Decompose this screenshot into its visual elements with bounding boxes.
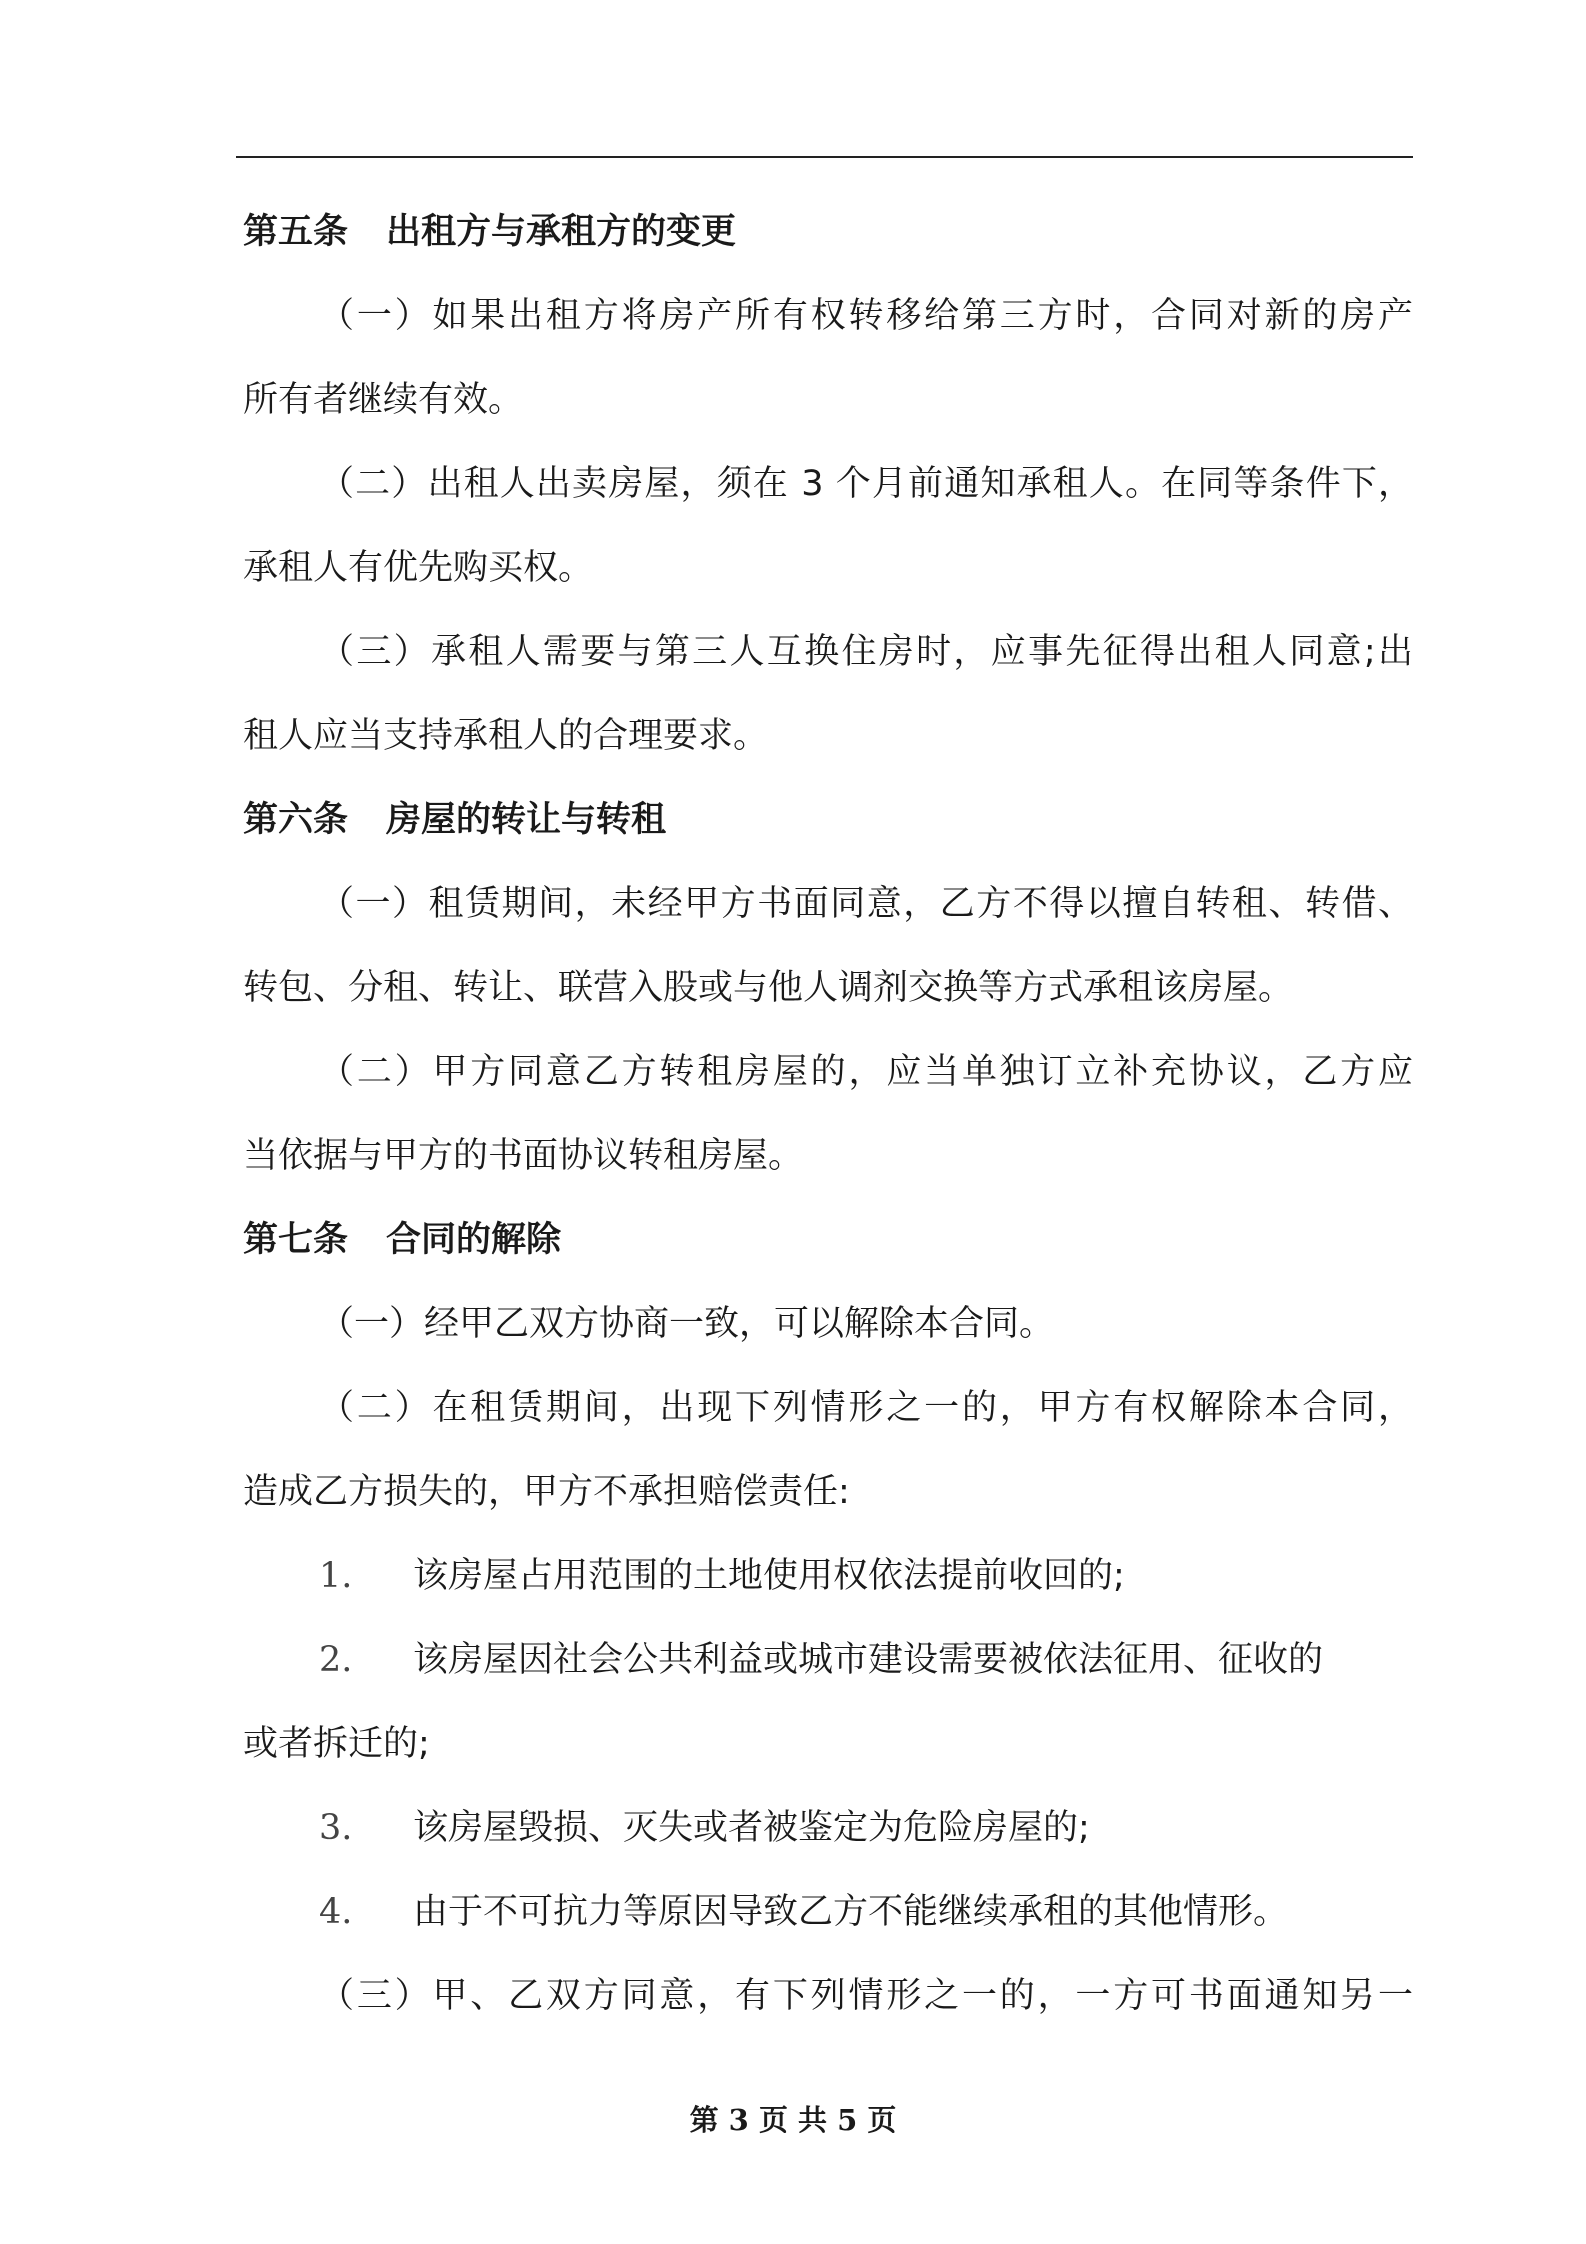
list-item-2 (243, 1618, 1413, 1702)
list-item-2-continued: 或者拆迁的; (243, 1724, 430, 1764)
article-5-clause-2-line-1: （二）出租人出卖房屋，须在 3 个月前通知承租人。在同等条件下， (319, 464, 1413, 504)
article-7-clause-2-line-1: （二）在租赁期间，出现下列情形之一的，甲方有权解除本合同， (319, 1388, 1413, 1428)
list-item-3-number: 3. (319, 1808, 353, 1848)
list-item-3-text: 该房屋毁损、灭失或者被鉴定为危险房屋的; (413, 1808, 1090, 1848)
list-item-1-text: 该房屋占用范围的土地使用权依法提前收回的; (413, 1556, 1125, 1596)
document-body (243, 190, 1413, 2038)
article-5-title: 出租方与承租方的变更 (386, 212, 737, 252)
article-7-number: 第七条 (243, 1220, 349, 1260)
article-7-clause-3-line-1: （三）甲、乙双方同意，有下列情形之一的，一方可书面通知另一 (319, 1976, 1413, 2016)
article-6-clause-2-line-2: 当依据与甲方的书面协议转租房屋。 (243, 1136, 804, 1176)
article-7-heading (243, 1198, 1413, 1282)
article-7-clause-2-line-2: 造成乙方损失的，甲方不承担赔偿责任: (243, 1472, 850, 1512)
list-item-1 (243, 1534, 1413, 1618)
list-item-3 (243, 1786, 1413, 1870)
article-5-clause-1-line-2: 所有者继续有效。 (243, 380, 524, 420)
article-5-number: 第五条 (243, 212, 349, 252)
list-item-2-text: 该房屋因社会公共利益或城市建设需要被依法征用、征收的 (413, 1640, 1324, 1680)
article-7-title: 合同的解除 (386, 1220, 562, 1260)
article-5-clause-1-line-1: （一）如果出租方将房产所有权转移给第三方时，合同对新的房产 (319, 296, 1413, 336)
article-6-clause-2-line-1: （二）甲方同意乙方转租房屋的，应当单独订立补充协议，乙方应 (319, 1052, 1413, 1092)
article-6-clause-1-line-1: （一）租赁期间，未经甲方书面同意，乙方不得以擅自转租、转借、 (319, 884, 1413, 924)
article-5-clause-3-line-1: （三）承租人需要与第三人互换住房时，应事先征得出租人同意;出 (319, 632, 1413, 672)
list-item-4-text: 由于不可抗力等原因导致乙方不能继续承租的其他情形。 (413, 1892, 1289, 1932)
page-footer: 第 3 页 共 5 页 (689, 2103, 897, 2137)
article-6-number: 第六条 (243, 800, 349, 840)
list-item-1-number: 1. (319, 1556, 353, 1596)
article-5-clause-3-line-2: 租人应当支持承租人的合理要求。 (243, 716, 769, 756)
article-6-title: 房屋的转让与转租 (386, 800, 667, 840)
list-item-4 (243, 1870, 1413, 1954)
article-7-clause-1: （一）经甲乙双方协商一致，可以解除本合同。 (319, 1304, 1055, 1344)
list-item-2-number: 2. (319, 1640, 353, 1680)
article-6-clause-1-line-2: 转包、分租、转让、联营入股或与他人调剂交换等方式承租该房屋。 (243, 968, 1294, 1008)
header-rule (236, 156, 1413, 158)
article-5-heading (243, 190, 1413, 274)
article-5-clause-2-line-2: 承租人有优先购买权。 (243, 548, 594, 588)
list-item-4-number: 4. (319, 1892, 353, 1932)
article-6-heading (243, 778, 1413, 862)
